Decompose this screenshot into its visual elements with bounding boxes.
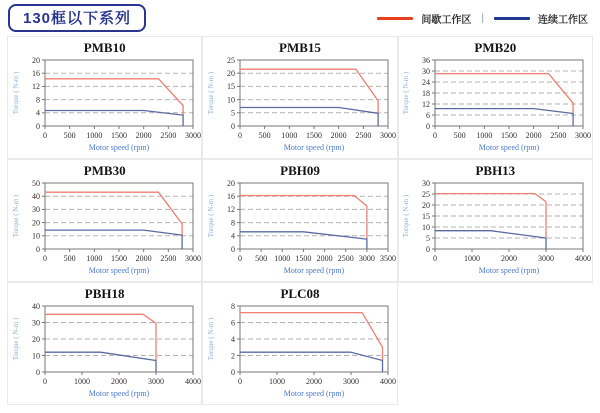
svg-text:500: 500 — [258, 131, 271, 140]
svg-text:30: 30 — [422, 66, 431, 76]
svg-text:0: 0 — [35, 244, 40, 254]
chart-cell-plc08 — [202, 282, 397, 405]
svg-text:Motor speed (rpm): Motor speed (rpm) — [283, 266, 345, 275]
chart-canvas — [204, 55, 396, 157]
svg-text:500: 500 — [255, 254, 268, 263]
svg-text:30: 30 — [31, 318, 40, 328]
legend-label-continuous: 连续工作区 — [538, 14, 588, 26]
legend-swatch-intermittent — [377, 17, 413, 20]
chart-title: PMB10 — [83, 40, 126, 55]
svg-text:Motor speed (rpm): Motor speed (rpm) — [88, 266, 149, 275]
svg-text:12: 12 — [226, 205, 235, 215]
svg-text:1500: 1500 — [110, 131, 127, 140]
svg-text:Motor speed (rpm): Motor speed (rpm) — [283, 143, 345, 152]
chart-title: PBH13 — [475, 163, 516, 178]
svg-text:4000: 4000 — [575, 254, 592, 263]
svg-text:0: 0 — [426, 244, 431, 254]
svg-text:1000: 1000 — [281, 131, 298, 140]
svg-text:4: 4 — [35, 108, 40, 118]
svg-text:20: 20 — [226, 178, 235, 188]
svg-text:Torque ( N-m ): Torque ( N-m ) — [402, 71, 411, 115]
chart-title: PBH18 — [84, 286, 125, 301]
svg-text:3000: 3000 — [538, 254, 555, 263]
svg-text:0: 0 — [433, 131, 438, 140]
svg-text:2500: 2500 — [159, 254, 176, 263]
svg-text:0: 0 — [35, 367, 40, 377]
svg-text:3000: 3000 — [575, 131, 592, 140]
chart-cell-pbh09 — [202, 159, 397, 282]
svg-text:0: 0 — [237, 254, 242, 263]
svg-text:Torque ( N-m ): Torque ( N-m ) — [11, 194, 20, 238]
svg-text:50: 50 — [31, 178, 40, 188]
svg-text:0: 0 — [35, 121, 40, 131]
chart-canvas — [9, 178, 201, 280]
svg-text:24: 24 — [422, 77, 431, 87]
svg-text:10: 10 — [31, 231, 40, 241]
svg-text:Torque ( N-m ): Torque ( N-m ) — [206, 317, 215, 361]
chart-cell-pmb30 — [7, 159, 202, 282]
chart-cell-pmb20 — [398, 36, 593, 159]
chart-cell-pbh13 — [398, 159, 593, 282]
svg-text:Motor speed (rpm): Motor speed (rpm) — [479, 266, 540, 275]
svg-text:500: 500 — [63, 254, 76, 263]
svg-text:0: 0 — [237, 131, 242, 140]
svg-text:40: 40 — [31, 192, 40, 201]
svg-text:5: 5 — [426, 233, 431, 243]
svg-text:2000: 2000 — [316, 254, 333, 263]
svg-text:20: 20 — [226, 69, 235, 78]
chart-title: PLC08 — [280, 286, 320, 301]
svg-text:500: 500 — [63, 131, 76, 140]
svg-text:25: 25 — [422, 189, 431, 199]
svg-text:2500: 2500 — [550, 131, 567, 140]
svg-text:8: 8 — [230, 301, 235, 311]
svg-text:40: 40 — [31, 301, 40, 311]
svg-text:2000: 2000 — [135, 131, 152, 140]
svg-text:2000: 2000 — [330, 131, 347, 140]
svg-text:8: 8 — [230, 218, 235, 228]
empty-cell — [398, 282, 593, 405]
chart-canvas — [204, 301, 396, 403]
svg-text:2000: 2000 — [525, 131, 542, 140]
svg-text:5: 5 — [230, 108, 235, 118]
svg-text:0: 0 — [237, 377, 242, 386]
legend-label-intermittent: 间歇工作区 — [421, 14, 472, 26]
svg-text:6: 6 — [426, 110, 431, 120]
svg-text:20: 20 — [31, 55, 40, 65]
svg-text:30: 30 — [31, 205, 40, 215]
chart-cell-pmb10 — [7, 36, 202, 159]
svg-text:Motor speed (rpm): Motor speed (rpm) — [88, 389, 149, 398]
svg-text:2000: 2000 — [135, 254, 152, 263]
svg-text:2000: 2000 — [110, 377, 127, 386]
svg-text:0: 0 — [42, 254, 47, 263]
svg-text:Torque ( N-m ): Torque ( N-m ) — [206, 194, 215, 238]
svg-text:1500: 1500 — [110, 254, 127, 263]
svg-text:0: 0 — [42, 131, 47, 140]
svg-text:Torque ( N-m ): Torque ( N-m ) — [206, 71, 215, 115]
chart-title: PMB30 — [83, 163, 126, 178]
svg-text:3500: 3500 — [379, 254, 396, 263]
svg-text:12: 12 — [422, 99, 431, 109]
svg-text:0: 0 — [230, 121, 235, 131]
svg-text:3000: 3000 — [342, 377, 359, 386]
svg-text:4000: 4000 — [184, 377, 201, 386]
svg-text:20: 20 — [31, 218, 40, 228]
svg-text:2500: 2500 — [355, 131, 372, 140]
svg-text:4: 4 — [230, 334, 235, 344]
svg-text:0: 0 — [426, 121, 431, 131]
svg-text:1000: 1000 — [85, 131, 102, 140]
chart-title: PBH09 — [280, 163, 320, 178]
svg-text:2: 2 — [230, 351, 235, 361]
svg-text:18: 18 — [422, 88, 431, 98]
svg-text:2500: 2500 — [337, 254, 354, 263]
svg-text:0: 0 — [230, 244, 235, 254]
svg-text:1000: 1000 — [464, 254, 481, 263]
svg-text:0: 0 — [230, 367, 235, 377]
svg-text:25: 25 — [226, 55, 235, 65]
svg-text:20: 20 — [422, 200, 431, 210]
svg-text:36: 36 — [422, 55, 431, 65]
svg-text:Motor speed (rpm): Motor speed (rpm) — [479, 143, 540, 152]
svg-text:500: 500 — [453, 131, 466, 140]
svg-text:30: 30 — [422, 178, 431, 188]
legend-swatch-continuous — [494, 17, 530, 20]
chart-title: PMB15 — [279, 40, 321, 55]
svg-text:1000: 1000 — [73, 377, 90, 386]
svg-text:4: 4 — [230, 231, 235, 241]
svg-text:1000: 1000 — [268, 377, 285, 386]
svg-text:2000: 2000 — [305, 377, 322, 386]
svg-text:6: 6 — [230, 318, 235, 328]
chart-canvas — [399, 178, 591, 280]
svg-text:Torque ( N-m ): Torque ( N-m ) — [11, 71, 20, 115]
svg-text:8: 8 — [35, 95, 40, 105]
svg-text:1500: 1500 — [501, 131, 518, 140]
chart-title: PMB20 — [474, 40, 517, 55]
page-header — [0, 0, 600, 34]
svg-text:1000: 1000 — [274, 254, 291, 263]
svg-text:16: 16 — [31, 69, 40, 78]
svg-text:0: 0 — [433, 254, 438, 263]
svg-text:10: 10 — [226, 95, 235, 105]
legend — [377, 11, 588, 26]
svg-text:15: 15 — [422, 211, 431, 221]
svg-text:3000: 3000 — [147, 377, 164, 386]
svg-text:16: 16 — [226, 192, 235, 201]
svg-text:3000: 3000 — [184, 254, 201, 263]
svg-text:3000: 3000 — [379, 131, 396, 140]
svg-text:1000: 1000 — [476, 131, 493, 140]
svg-text:3000: 3000 — [184, 131, 201, 140]
svg-text:Motor speed (rpm): Motor speed (rpm) — [88, 143, 149, 152]
chart-cell-pmb15 — [202, 36, 397, 159]
chart-cell-pbh18 — [7, 282, 202, 405]
svg-text:10: 10 — [31, 351, 40, 361]
svg-text:12: 12 — [31, 82, 40, 92]
svg-text:1000: 1000 — [85, 254, 102, 263]
chart-canvas — [9, 301, 201, 403]
chart-grid — [7, 36, 593, 405]
svg-text:Motor speed (rpm): Motor speed (rpm) — [283, 389, 345, 398]
chart-canvas — [204, 178, 396, 280]
chart-canvas — [9, 55, 201, 157]
svg-text:4000: 4000 — [379, 377, 396, 386]
svg-text:1500: 1500 — [305, 131, 322, 140]
chart-canvas — [399, 55, 591, 157]
svg-text:2500: 2500 — [159, 131, 176, 140]
svg-text:3000: 3000 — [358, 254, 375, 263]
page-title: 130框以下系列 — [8, 4, 146, 32]
svg-text:1500: 1500 — [295, 254, 312, 263]
legend-separator: | — [481, 12, 484, 24]
svg-text:2000: 2000 — [501, 254, 518, 263]
svg-text:15: 15 — [226, 82, 235, 92]
svg-text:20: 20 — [31, 334, 40, 344]
svg-text:0: 0 — [42, 377, 47, 386]
svg-text:Torque ( N-m ): Torque ( N-m ) — [402, 194, 411, 238]
svg-text:Torque ( N-m ): Torque ( N-m ) — [11, 317, 20, 361]
svg-text:10: 10 — [422, 222, 431, 232]
